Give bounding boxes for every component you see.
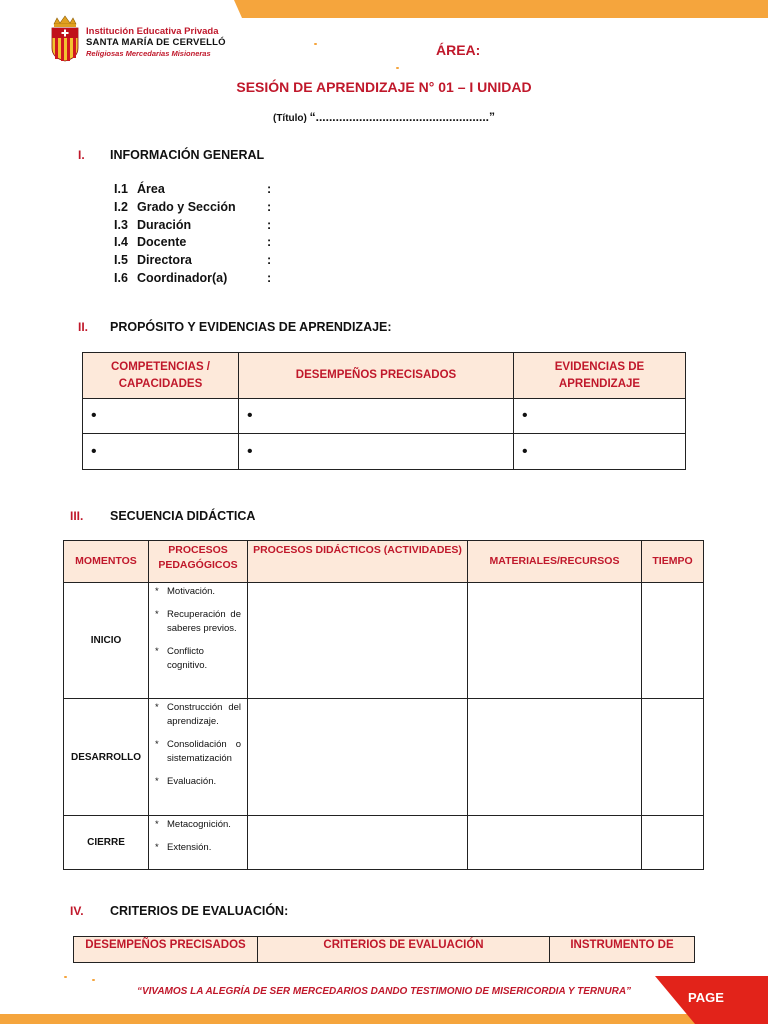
crest-logo-icon <box>50 14 80 62</box>
info-sep: : <box>267 271 272 285</box>
footer-quote: “VIVAMOS LA ALEGRÍA DE SER MERCEDARIOS DANDO TESTIMONIO DE MISERICORDIA Y TERNURA” <box>136 986 632 997</box>
info-sep: : <box>267 253 272 267</box>
info-label: Docente <box>137 235 187 249</box>
purpose-table <box>82 352 686 470</box>
bullet: • <box>247 442 253 460</box>
star-marker: * <box>155 819 159 830</box>
header-competencias: COMPETENCIAS / CAPACIDADES <box>83 353 239 399</box>
pedagogic-processes-inicio <box>149 583 248 699</box>
didactic-table <box>63 540 704 870</box>
moment-inicio: INICIO <box>64 583 149 699</box>
list-item <box>155 701 241 729</box>
info-sep: : <box>267 182 272 196</box>
list-item <box>155 841 241 855</box>
section4-number: IV. <box>70 904 84 918</box>
section1-number: I. <box>78 148 85 162</box>
info-row-duracion <box>114 218 271 236</box>
institution-line2: SANTA MARÍA DE CERVELLÓ <box>86 37 226 48</box>
process-text: Motivación. <box>167 586 216 597</box>
list-item <box>155 608 241 636</box>
star-marker: * <box>155 646 159 657</box>
info-sep: : <box>267 235 272 249</box>
star-marker: * <box>155 776 159 787</box>
institution-line1: Institución Educativa Privada <box>86 26 219 37</box>
pedagogic-processes-cierre <box>149 816 248 870</box>
info-num: I.2 <box>114 200 128 214</box>
table-cell[interactable] <box>248 583 468 699</box>
bullet: • <box>522 407 528 424</box>
list-item <box>155 645 241 673</box>
info-num: I.6 <box>114 271 128 285</box>
header-criterios: CRITERIOS DE EVALUACIÓN <box>258 937 550 963</box>
table-cell[interactable] <box>642 816 704 870</box>
process-text: Consolidación o sistematización <box>167 739 241 764</box>
table-cell[interactable] <box>514 399 686 434</box>
info-row-grado <box>114 200 271 218</box>
section2-number: II. <box>78 320 89 334</box>
info-row-coordinador <box>114 271 271 289</box>
institution-line3: Religiosas Mercedarias Misioneras <box>86 49 211 58</box>
table-cell[interactable] <box>468 583 642 699</box>
list-item <box>155 818 241 832</box>
list-item <box>155 738 241 766</box>
section3-number: III. <box>70 509 84 523</box>
info-row-docente <box>114 235 271 253</box>
list-item <box>155 585 241 599</box>
process-text: Recuperación de saberes previos. <box>167 609 241 634</box>
moment-desarrollo: DESARROLLO <box>64 699 149 816</box>
process-text: Conflicto cognitivo. <box>167 646 208 671</box>
info-label: Área <box>137 182 165 196</box>
header-orange-band <box>234 0 768 18</box>
info-sep: : <box>267 200 272 214</box>
table-cell[interactable] <box>642 699 704 816</box>
criteria-table <box>73 936 695 963</box>
table-cell[interactable] <box>514 434 686 470</box>
header-tiempo: TIEMPO <box>642 541 704 583</box>
title-placeholder: “....................................................” <box>309 110 496 124</box>
header-materiales: MATERIALES/RECURSOS <box>468 541 642 583</box>
moment-cierre: CIERRE <box>64 816 149 870</box>
header-evidencias: EVIDENCIAS DE APRENDIZAJE <box>514 353 686 399</box>
bullet: • <box>91 442 97 460</box>
bullet: • <box>91 407 97 424</box>
process-text: Extensión. <box>167 842 212 853</box>
info-label: Grado y Sección <box>137 200 236 214</box>
title-line <box>0 110 768 124</box>
info-num: I.5 <box>114 253 128 267</box>
info-num: I.1 <box>114 182 128 196</box>
decorative-dot <box>64 976 67 978</box>
section2-title: PROPÓSITO Y EVIDENCIAS DE APRENDIZAJE: <box>110 320 392 334</box>
table-cell[interactable] <box>468 816 642 870</box>
bullet: • <box>247 407 253 424</box>
info-num: I.3 <box>114 218 128 232</box>
table-cell[interactable] <box>83 434 239 470</box>
table-cell[interactable] <box>239 399 514 434</box>
area-label: ÁREA: <box>436 42 481 58</box>
header-momentos: MOMENTOS <box>64 541 149 583</box>
table-cell[interactable] <box>83 399 239 434</box>
decorative-dot <box>92 979 95 981</box>
section1-title: INFORMACIÓN GENERAL <box>110 148 265 162</box>
page-label: PAGE <box>688 990 724 1005</box>
star-marker: * <box>155 586 159 597</box>
list-item <box>155 775 241 789</box>
bullet: • <box>522 442 528 460</box>
table-cell[interactable] <box>248 699 468 816</box>
info-row-area <box>114 182 271 200</box>
pedagogic-processes-desarrollo <box>149 699 248 816</box>
star-marker: * <box>155 702 159 713</box>
process-text: Evaluación. <box>167 776 217 787</box>
info-label: Duración <box>137 218 192 232</box>
header-desempenos: DESEMPEÑOS PRECISADOS <box>239 353 514 399</box>
title-label: (Título) <box>272 113 307 124</box>
decorative-dot <box>314 43 317 45</box>
info-row-directora <box>114 253 271 271</box>
table-cell[interactable] <box>468 699 642 816</box>
header-instrumento: INSTRUMENTO DE <box>550 937 695 963</box>
info-sep: : <box>267 218 272 232</box>
header-procesos-pedagogicos: PROCESOS PEDAGÓGICOS <box>149 541 248 583</box>
table-cell[interactable] <box>248 816 468 870</box>
section3-title: SECUENCIA DIDÁCTICA <box>110 509 256 523</box>
header-desempenos-precisados: DESEMPEÑOS PRECISADOS <box>74 937 258 963</box>
info-num: I.4 <box>114 235 128 249</box>
info-label: Directora <box>137 253 192 267</box>
info-label: Coordinador(a) <box>137 271 228 285</box>
header-procesos-didacticos: PROCESOS DIDÁCTICOS (ACTIVIDADES) <box>248 541 468 583</box>
star-marker: * <box>155 609 159 620</box>
process-text: Construcción del aprendizaje. <box>167 702 241 727</box>
decorative-dot <box>396 67 399 69</box>
table-cell[interactable] <box>239 434 514 470</box>
institution-name <box>86 26 226 59</box>
table-cell[interactable] <box>642 583 704 699</box>
process-text: Metacognición. <box>167 819 231 830</box>
session-title: SESIÓN DE APRENDIZAJE N° 01 – I UNIDAD <box>236 79 532 95</box>
footer-orange-band <box>0 1014 768 1024</box>
section4-title: CRITERIOS DE EVALUACIÓN: <box>110 904 289 918</box>
star-marker: * <box>155 842 159 853</box>
star-marker: * <box>155 739 159 750</box>
